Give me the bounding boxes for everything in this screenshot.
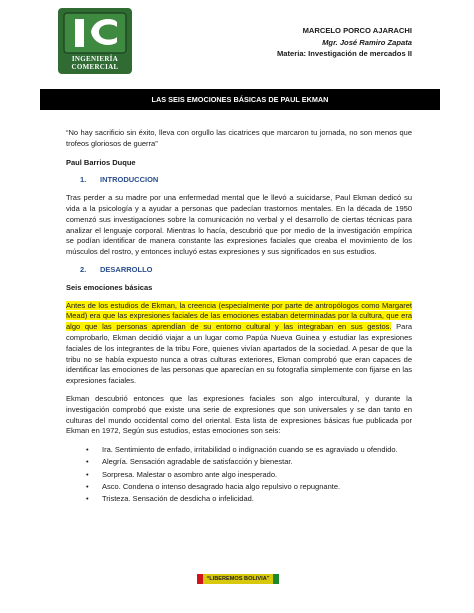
logo-caption — [71, 56, 118, 71]
document-body — [66, 128, 412, 505]
subheading-basic-emotions: Seis emociones básicas — [66, 282, 153, 292]
instructor-name: Mgr. José Ramiro Zapata — [322, 37, 412, 47]
logo-caption-line1: INGENIERÍA — [71, 55, 119, 63]
section-number-intro: 1. — [80, 175, 87, 185]
section-title-intro: INTRODUCCION — [100, 175, 159, 185]
footer-slogan: “LIBEREMOS BOLIVIA” — [206, 576, 270, 582]
flag-stripe-green — [273, 574, 279, 584]
header-info — [277, 25, 412, 60]
section-heading-development — [80, 265, 412, 276]
section-title-development: DESARROLLO — [100, 264, 153, 274]
quote-author: Paul Barrios Duque — [66, 157, 136, 167]
opening-quote: “No hay sacrificio sin éxito, lleva con orgullo las cicatrices que marcaron tu jornada, no son menos que trofeos gloriosos de guerra” — [66, 128, 412, 148]
section-number-development: 2. — [80, 264, 87, 274]
footer-flag-banner — [197, 574, 279, 584]
list-item: • Ira. Sentimiento de enfado, irritabilidad o indignación cuando se es agraviado u ofendido. — [66, 444, 412, 456]
list-item: • Sorpresa. Malestar o asombro ante algo inesperado. — [66, 469, 412, 481]
document-title: LAS SEIS EMOCIONES BÁSICAS DE PAUL EKMAN — [151, 95, 329, 104]
emotions-list — [66, 444, 412, 505]
logo — [58, 8, 132, 74]
logo-caption-line2: COMERCIAL — [71, 62, 119, 71]
list-item: • Tristeza. Sensación de desdicha o infelicidad. — [66, 493, 412, 505]
development-paragraph-1 — [66, 301, 412, 387]
document-title-band — [40, 89, 440, 110]
development-paragraph-continuation: Para comprobarlo, Ekman decidió viajar a un lugar como Papúa Nueva Guinea y estudiar las expresiones faciales de los integrantes de la tribu Fore, quienes vivían apartados de la sociedad. A pesar de que la tribu no se había expuesto nunca a otras culturas exteriores, Ekman comprobó que eran capaces de identificar las emociones de las personas que aparecían en su fotografía simplemente con fijarse en las expresiones faciales. — [66, 322, 412, 386]
author-name: MARCELO PORCO AJARACHI — [302, 26, 412, 35]
development-paragraph-2: Ekman descubrió entonces que las expresiones faciales son algo intercultural, y durante la investigación comprobó que existe una serie de expresiones que son universales y se dan tanto en culturas del mundo occidental como del oriental. Esta lista de expresiones básicas fue publicada por Ekman en 1972, Según sus estudios, estas emociones son seis: — [66, 393, 412, 436]
list-item: • Asco. Condena o intenso desagrado hacia algo repulsivo o repugnante. — [66, 481, 412, 493]
section-heading-intro — [80, 175, 412, 186]
highlighted-passage: Antes de los estudios de Ekman, la creencia (especialmente por parte de antropólogos como Margaret Mead) era que las expresiones faciales de las emociones estaban determinadas por la cultura, que era algo que las personas aprendían de su entorno cultural y las integraban en sus gestos. — [66, 300, 412, 332]
list-item: • Alegría. Sensación agradable de satisfacción y bienestar. — [66, 456, 412, 468]
subject-name: Materia: Investigación de mercados II — [276, 49, 412, 58]
ic-logo-icon — [58, 8, 132, 56]
intro-paragraph: Tras perder a su madre por una enfermedad mental que le llevó a suicidarse, Paul Ekman dedicó su vida a la psicología y a ayudar a personas que padecían trastornos mentales. En la década de 1950 comenzó sus investigaciones sobre la comunicación no verbal y el desarrollo de ciertas técnicas para analizar el lenguaje corporal. Mientras lo hacía, descubrió que por medio de la investigación empírica se podían identificar de manera constante las expresiones faciales que creaba el movimiento de los músculos del rostro, y entonces incluyó estas expresiones y sus significados en sus estudios. — [66, 193, 412, 257]
